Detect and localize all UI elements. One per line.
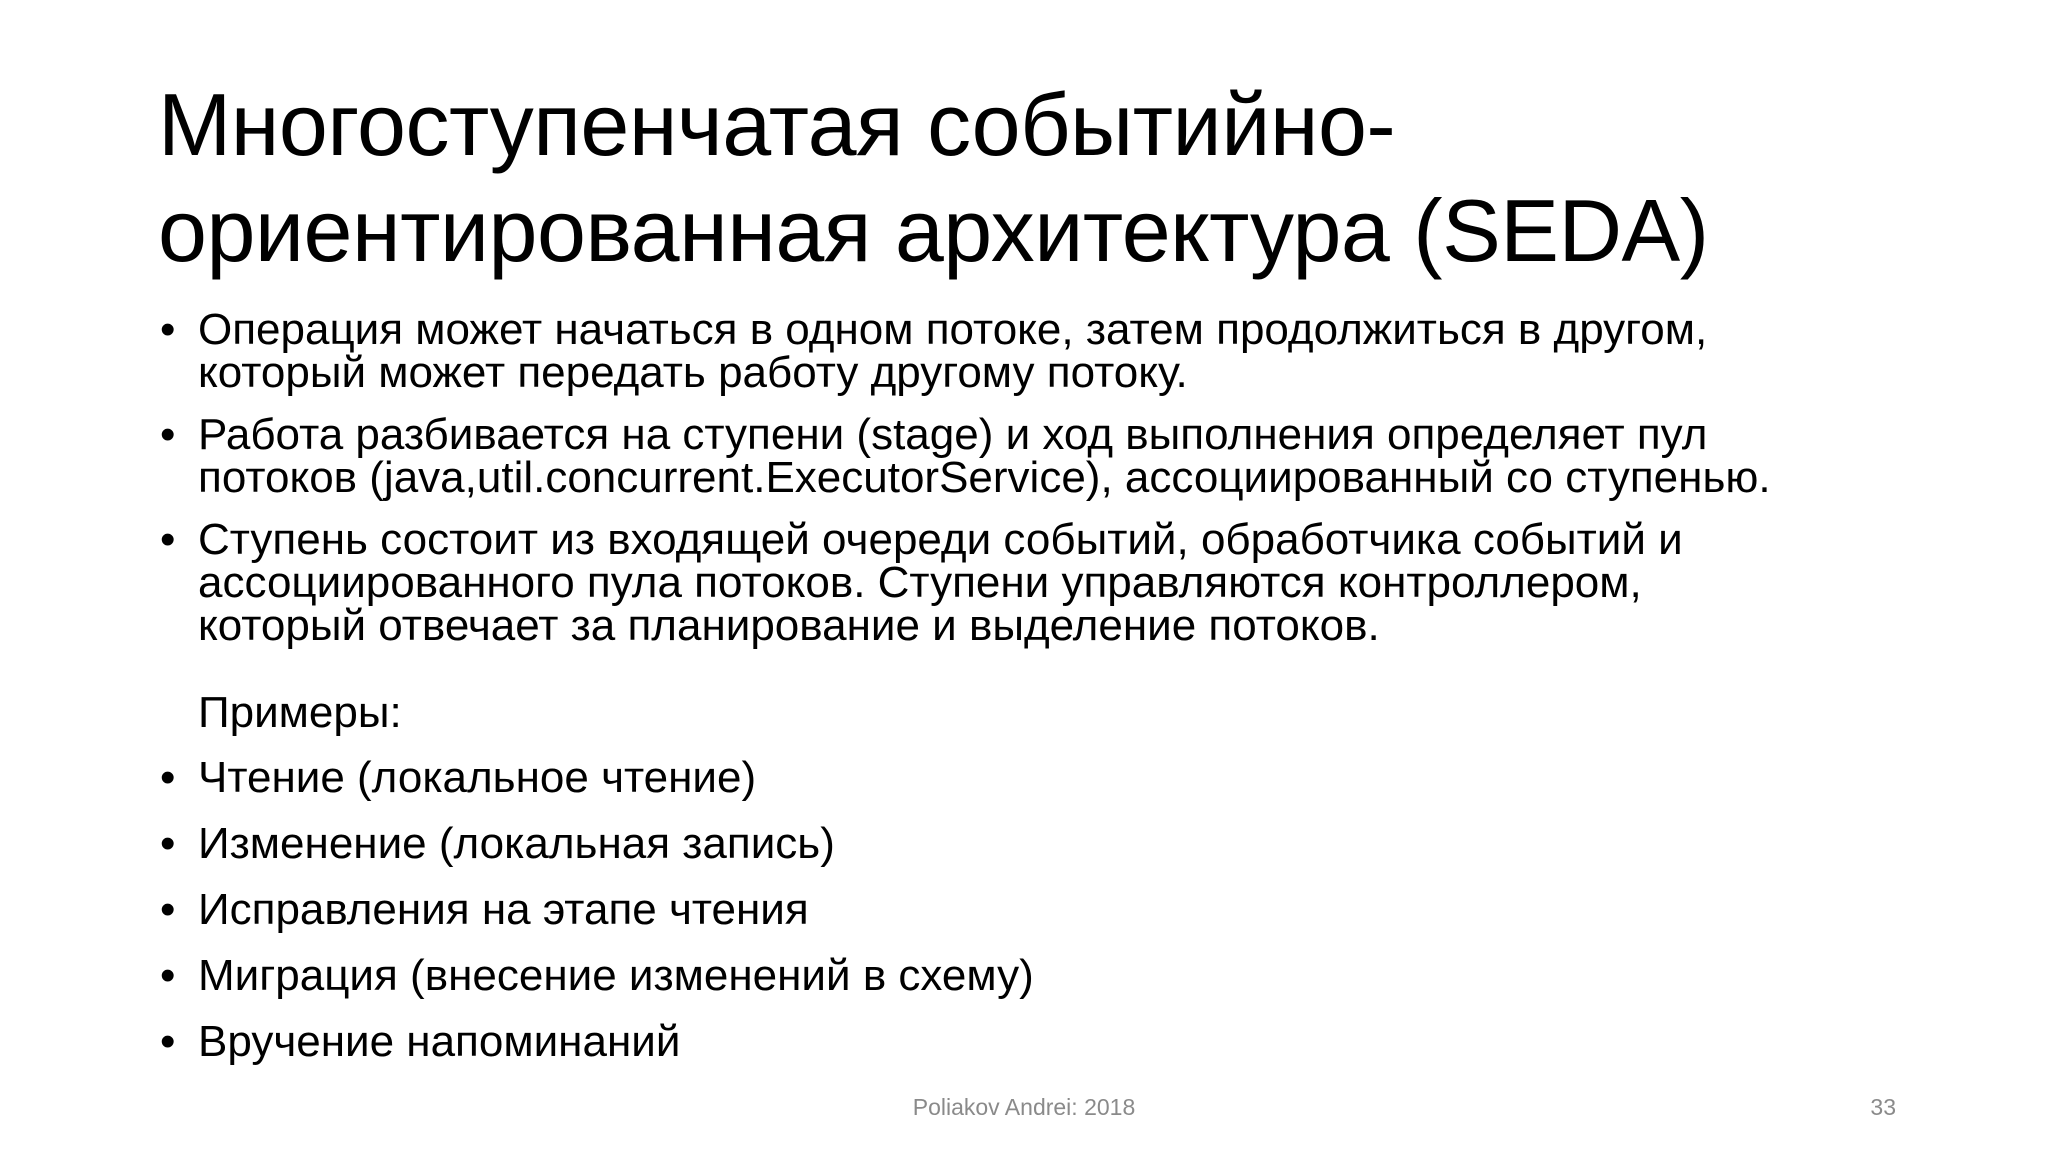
example-text: Исправления на этапе чтения xyxy=(198,885,809,934)
bullet-dot-icon: • xyxy=(160,951,176,1000)
bullet-dot-icon: • xyxy=(160,885,176,934)
bullet-text-line: который может передать работу другому потоку. xyxy=(198,348,1188,397)
example-item-4 xyxy=(158,951,1958,1000)
slide-title xyxy=(158,72,1938,284)
bullet-dot-icon: • xyxy=(160,753,176,802)
example-item-1 xyxy=(158,753,1958,802)
bullet-item-2 xyxy=(158,410,1958,502)
bullet-text-line: Операция может начаться в одном потоке, затем продолжиться в другом, xyxy=(198,305,1708,354)
title-line-2: ориентированная архитектура (SEDA) xyxy=(158,181,1709,280)
bullet-dot-icon: • xyxy=(160,1017,176,1066)
examples-label: Примеры: xyxy=(198,688,402,737)
bullet-text-line: потоков (java,util.concurrent.ExecutorService), ассоциированный со ступенью. xyxy=(198,453,1771,502)
bullet-text-line: Ступень состоит из входящей очереди событий, обработчика событий и xyxy=(198,515,1683,564)
bullet-dot-icon: • xyxy=(160,410,176,459)
bullet-text-line: ассоциированного пула потоков. Ступени управляются контроллером, xyxy=(198,558,1642,607)
bullet-dot-icon: • xyxy=(160,819,176,868)
bullet-text-line: который отвечает за планирование и выделение потоков. xyxy=(198,601,1380,650)
example-text: Чтение (локальное чтение) xyxy=(198,753,757,802)
page-number: 33 xyxy=(1870,1094,1896,1120)
slide-content xyxy=(158,305,1958,1086)
bullet-dot-icon: • xyxy=(160,305,176,354)
example-item-2 xyxy=(158,819,1958,868)
bullet-text-line: Работа разбивается на ступени (stage) и ход выполнения определяет пул xyxy=(198,410,1708,459)
bullet-item-3 xyxy=(158,515,1958,650)
example-text: Миграция (внесение изменений в схему) xyxy=(198,951,1034,1000)
footer-author: Poliakov Andrei: 2018 xyxy=(912,1094,1136,1120)
bullet-dot-icon: • xyxy=(160,515,176,564)
example-item-5 xyxy=(158,1017,1958,1066)
example-text: Вручение напоминаний xyxy=(198,1017,681,1066)
title-line-1: Многоступенчатая событийно- xyxy=(158,75,1396,174)
example-item-3 xyxy=(158,885,1958,934)
bullet-item-1 xyxy=(158,305,1958,397)
example-text: Изменение (локальная запись) xyxy=(198,819,835,868)
